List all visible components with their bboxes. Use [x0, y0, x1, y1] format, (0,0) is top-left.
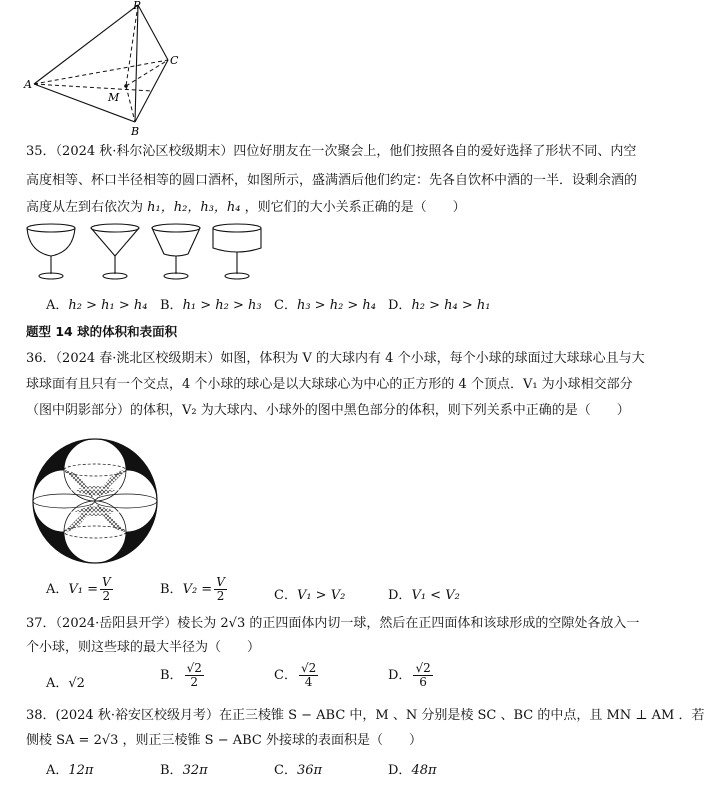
- q37-option-d[interactable]: [388, 662, 435, 689]
- option-math: √2: [68, 676, 85, 691]
- q37-option-b[interactable]: [160, 662, 206, 689]
- option-math: V₁ > V₂: [296, 588, 346, 603]
- option-label: C．: [274, 588, 297, 603]
- q36-option-d[interactable]: [388, 584, 460, 603]
- fraction-numerator: √2: [186, 661, 202, 675]
- fraction-denominator: 2: [190, 675, 199, 689]
- option-math: V₁ < V₂: [411, 588, 460, 603]
- vertex-C: C: [170, 54, 179, 67]
- option-fraction: [185, 662, 204, 689]
- option-label: C．: [274, 763, 297, 778]
- option-label: A．: [46, 582, 69, 597]
- q36-option-a[interactable]: [46, 576, 115, 603]
- vertex-P: P: [133, 0, 141, 12]
- option-label: D．: [388, 588, 412, 603]
- option-math: h₃ > h₂ > h₄: [296, 298, 377, 313]
- q35-option-b[interactable]: [160, 294, 262, 313]
- section-heading: 题型 14 球的体积和表面积: [26, 324, 178, 339]
- q38-line2: 侧棱 SA = 2√3 ，则正三棱锥 S − ABC 外接球的表面积是（ ）: [26, 733, 422, 748]
- option-math: 32π: [182, 763, 208, 778]
- q36-line1: 36．（2024 春·洮北区校级期末）如图，体积为 V 的大球内有 4 个小球，每个小球的球面过大球球心且与大: [26, 351, 645, 366]
- option-label: C．: [274, 298, 297, 313]
- fraction-numerator: √2: [300, 661, 317, 675]
- q35-line3-pre: 高度从左到右依次为: [26, 200, 144, 215]
- q36-line3: （图中阴影部分）的体积，V₂ 为大球内、小球外的图中黑色部分的体积，则下列关系中正确的是（ ）: [26, 403, 630, 418]
- q35-line1: 35．（2024 秋·科尔沁区校级期末）四位好朋友在一次聚会上，他们按照各自的爱好选择了形状不同、内空: [26, 144, 637, 159]
- option-math: 36π: [296, 763, 323, 778]
- q38-option-b[interactable]: [160, 759, 208, 778]
- q35-option-d[interactable]: [388, 294, 491, 313]
- option-fraction: [214, 576, 227, 603]
- fraction-numerator: V: [102, 575, 111, 589]
- fraction-numerator: √2: [415, 661, 431, 675]
- option-label: B．: [160, 763, 183, 778]
- q35-option-a[interactable]: [46, 294, 147, 313]
- q35-option-c[interactable]: [274, 294, 376, 313]
- q35-line3: [26, 198, 466, 218]
- option-label: D．: [388, 763, 412, 778]
- q36-option-b[interactable]: [160, 576, 229, 603]
- fraction-denominator: 6: [419, 675, 427, 689]
- option-fraction: [100, 576, 113, 603]
- vertex-A: A: [24, 78, 32, 91]
- vertex-B: B: [131, 125, 140, 138]
- fraction-denominator: 2: [102, 589, 111, 603]
- spheres-figure: [30, 434, 160, 568]
- vertex-M: M: [108, 91, 120, 104]
- q36-line2: 球球面有且只有一个交点，4 个小球的球心是以大球球心为中心的正方形的 4 个顶点．V₁ 为小球相交部分: [26, 377, 633, 392]
- option-math: 12π: [68, 763, 94, 778]
- option-label: B．: [160, 582, 183, 597]
- q37-line1: 37．（2024·岳阳县开学）棱长为 2√3 的正四面体内切一球，然后在正四面体和该球形成的空隙处各放入一: [26, 616, 640, 631]
- tetrahedron-figure: [22, 0, 192, 138]
- option-fraction: [299, 662, 318, 689]
- q35-line2: 高度相等、杯口半径相等的圆口酒杯，如图所示，盛满酒后他们约定：先各自饮杯中酒的一半．设剩余酒的: [26, 173, 638, 188]
- q38-line1: 38．(2024 秋·裕安区校级月考）在正三棱锥 S − ABC 中，M 、N 分别是棱 SC 、BC 的中点，且 MN ⊥ AM ．若: [26, 708, 705, 723]
- option-math: 48π: [411, 763, 437, 778]
- option-label: A．: [46, 676, 69, 691]
- option-label: A．: [46, 763, 69, 778]
- option-label: D．: [388, 298, 412, 313]
- option-math: h₁ > h₂ > h₃: [182, 298, 262, 313]
- q38-option-a[interactable]: [46, 759, 93, 778]
- fraction-denominator: 4: [304, 675, 313, 689]
- goblets-figure: [26, 222, 276, 284]
- q37-option-a[interactable]: [46, 672, 85, 691]
- option-math: h₂ > h₁ > h₄: [68, 298, 148, 313]
- q35-line3-vars: h₁，h₂，h₃，h₄: [147, 200, 241, 215]
- q37-line2: 个小球，则这些球的最大半径为（ ）: [26, 640, 261, 655]
- option-label: B．: [160, 298, 183, 313]
- q38-option-d[interactable]: [388, 759, 437, 778]
- option-label: C．: [274, 668, 297, 683]
- option-label: A．: [46, 298, 69, 313]
- fraction-denominator: 2: [216, 589, 225, 603]
- q35-line3-post: ，则它们的大小关系正确的是（ ）: [244, 200, 466, 215]
- option-lhs: V₁ =: [68, 582, 99, 597]
- fraction-numerator: V: [216, 575, 225, 589]
- q38-option-c[interactable]: [274, 759, 322, 778]
- option-fraction: [413, 662, 432, 689]
- option-math: h₂ > h₄ > h₁: [411, 298, 491, 313]
- option-label: B．: [160, 668, 183, 683]
- option-lhs: V₂ =: [182, 582, 213, 597]
- q37-option-c[interactable]: [274, 662, 320, 689]
- option-label: D．: [388, 668, 412, 683]
- q36-option-c[interactable]: [274, 584, 345, 603]
